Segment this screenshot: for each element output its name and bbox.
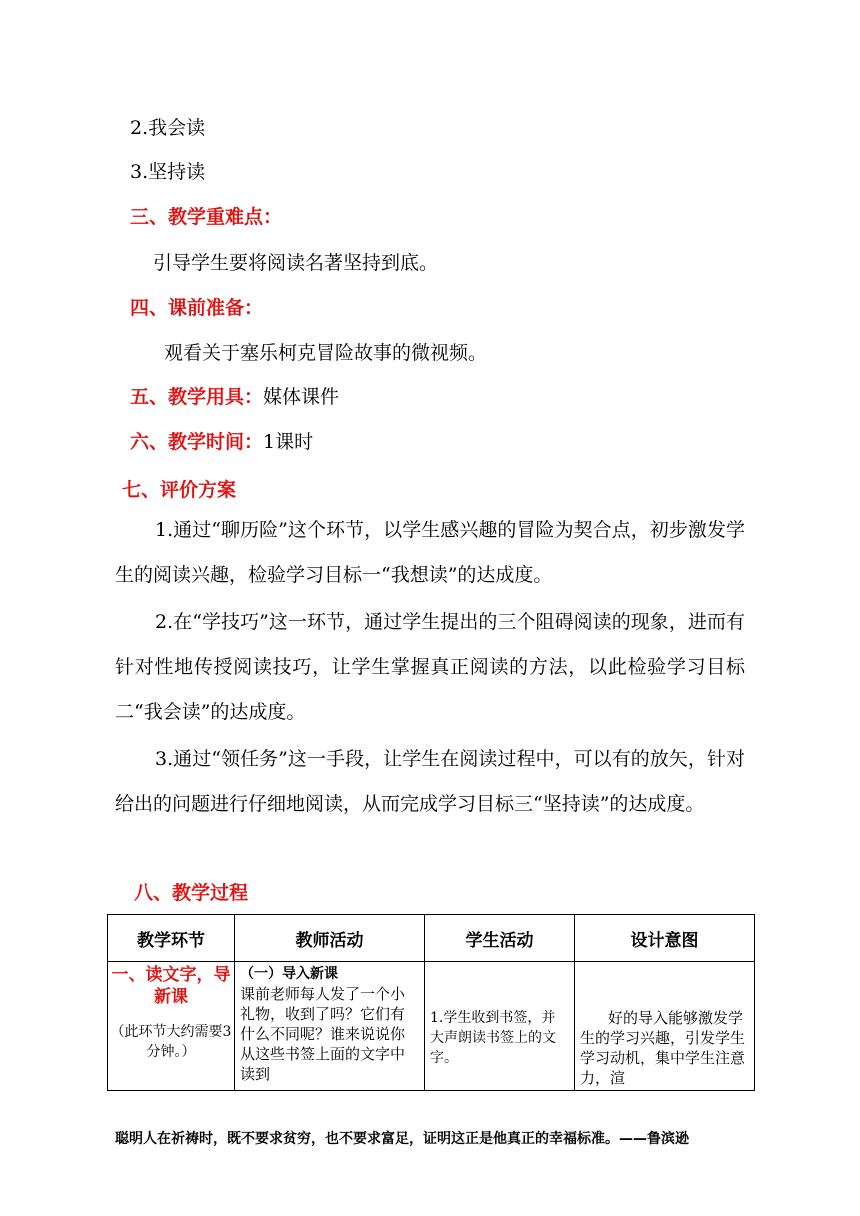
goal-item-3: 3.坚持读 (130, 161, 206, 183)
section-3-body: 引导学生要将阅读名著坚持到底。 (153, 252, 439, 274)
header-design-intent: 设计意图 (575, 915, 755, 962)
stage-title: 一、读文字，导新课 (111, 965, 231, 1007)
section-6-line (130, 430, 313, 454)
section-6-heading: 六、教学时间： (130, 431, 264, 453)
design-intent-cell (575, 962, 755, 1091)
section-5-heading: 五、教学用具： (130, 386, 264, 408)
section-8-heading: 八、教学过程 (134, 882, 249, 904)
footer-quote: 聪明人在祈祷时，既不要求贫穷，也不要求富足，证明这正是他真正的幸福标准。——鲁滨逊 (115, 1131, 689, 1147)
section-4-heading: 四、课前准备： (130, 297, 264, 319)
stage-cell (108, 962, 235, 1091)
teaching-process-table (107, 914, 755, 1091)
section-3-heading: 三、教学重难点： (130, 206, 283, 228)
evaluation-paragraph-3: 3.通过“领任务”这一手段，让学生在阅读过程中，可以有的放矢，针对给出的问题进行仔细地阅读，从而完成学习目标三“坚持读”的达成度。 (115, 748, 745, 815)
teacher-text: 课前老师每人发了一个小礼物，收到了吗？它们有什么不同呢？谁来说说你从这些书签上面的文字中读到 (240, 985, 406, 1083)
header-stage: 教学环节 (108, 915, 235, 962)
header-teacher-activity: 教师活动 (235, 915, 425, 962)
table-row (108, 962, 755, 1091)
teacher-subtitle: （一）导入新课 (240, 966, 338, 982)
student-text: 1.学生收到书签，并大声朗读书签上的文字。 (430, 1010, 556, 1066)
header-student-activity: 学生活动 (425, 915, 575, 962)
section-5-value: 媒体课件 (263, 386, 340, 408)
evaluation-paragraph-2: 2.在“学技巧”这一环节，通过学生提出的三个阻碍阅读的现象，进而有针对性地传授阅读技巧，让学生掌握真正阅读的方法，以此检验学习目标二“我会读”的达成度。 (115, 611, 745, 723)
intent-text: 好的导入能够激发学生的学习兴趣，引发学生学习动机，集中学生注意力，渲 (580, 1009, 746, 1087)
table-header-row (108, 915, 755, 962)
section-6-value: 1课时 (263, 431, 314, 453)
evaluation-paragraph-1: 1.通过“聊历险”这个环节，以学生感兴趣的冒险为契合点，初步激发学生的阅读兴趣，检验学习目标一“我想读”的达成度。 (115, 519, 745, 586)
section-4-body: 观看关于塞乐柯克冒险故事的微视频。 (164, 342, 488, 364)
teacher-activity-cell (235, 962, 425, 1091)
student-activity-cell (425, 962, 575, 1091)
goal-item-2: 2.我会读 (130, 117, 206, 139)
section-5-line (130, 385, 339, 409)
section-7-heading: 七、评价方案 (122, 479, 237, 501)
stage-note: （此环节大约需要3分钟。） (110, 1024, 232, 1060)
